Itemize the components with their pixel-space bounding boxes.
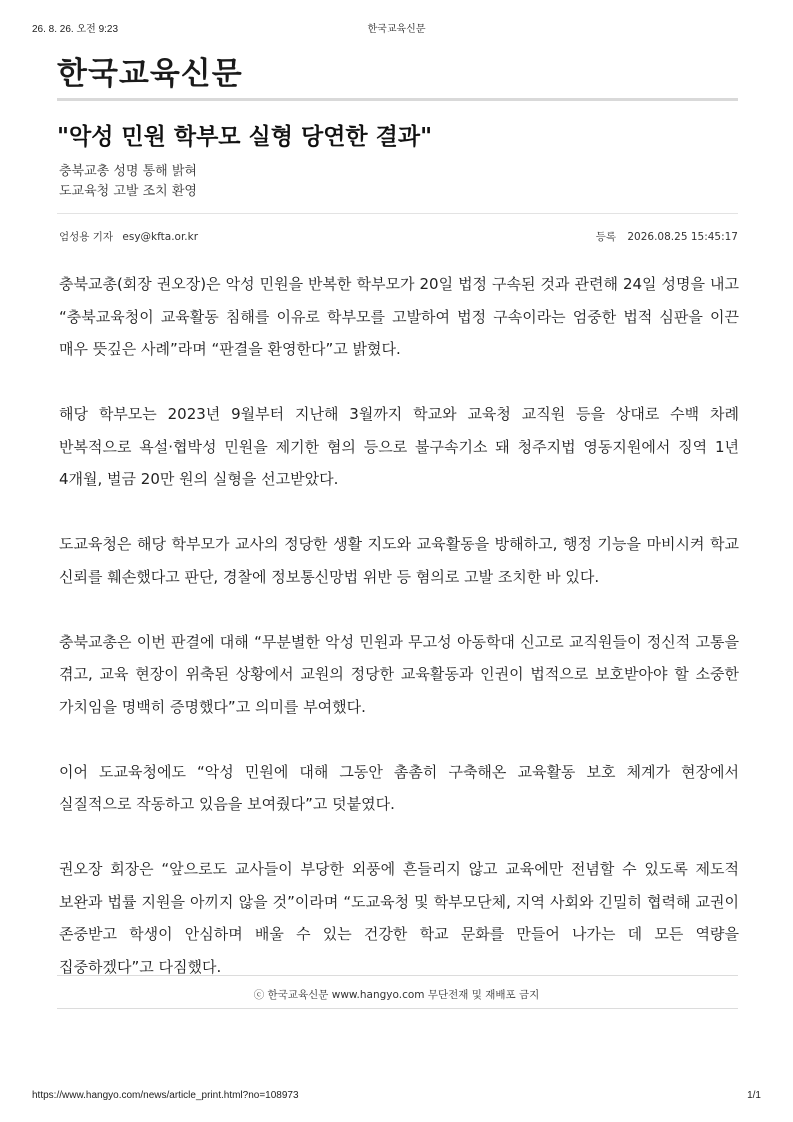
article-subtitles [59, 162, 197, 202]
article-paragraph: 도교육청은 해당 학부모가 교사의 정당한 생활 지도와 교육활동을 방해하고, 행정 기능을 마비시켜 학교 신뢰를 훼손했다고 판단, 경찰에 정보통신망법 위반 등 혐의로 고발 조치한 바 있다. [59, 535, 739, 586]
copyright-notice: ⓒ 한국교육신문 www.hangyo.com 무단전재 및 재배포 금지 [253, 989, 540, 1001]
meta-divider [57, 213, 738, 214]
article-paragraph: 해당 학부모는 2023년 9월부터 지난해 3월까지 학교와 교육청 교직원 등을 상대로 수백 차례 반복적으로 욕설·협박성 민원을 제기한 혐의 등으로 불구속기소 돼 청주지법 영동지원에서 징역 1년 4개월, 벌금 20만 원의 실형을 선고받았다. [59, 405, 739, 488]
print-footer [32, 1090, 761, 1106]
registration-datetime: 2026.08.25 15:45:17 [627, 231, 738, 243]
subtitle-line: 충북교총 성명 통해 밝혀 [59, 164, 197, 179]
reporter-name: 엄성용 기자 [59, 231, 114, 243]
article-body [59, 268, 739, 1016]
print-datetime: 26. 8. 26. 오전 9:23 [32, 24, 119, 35]
article-paragraph: 권오장 회장은 “앞으로도 교사들이 부당한 외풍에 흔들리지 않고 교육에만 전념할 수 있도록 제도적 보완과 법률 지원을 아끼지 않을 것”이라며 “도교육청 및 학부모단체, 지역 사회와 긴밀히 협력해 교권이 존중받고 학생이 안심하며 배울 수 있는 건강한 학교 문화를 만들어 나가는 데 모든 역량을 집중하겠다”고 다짐했다. [59, 860, 739, 976]
reporter-email[interactable]: esy@kfta.or.kr [122, 231, 199, 243]
header-divider [57, 98, 738, 101]
article-paragraph: 충북교총은 이번 판결에 대해 “무분별한 악성 민원과 무고성 아동학대 신고로 교직원들이 정신적 고통을 겪고, 교육 현장이 위축된 상황에서 교원의 정당한 교육활동과 인권이 법적으로 보호받아야 할 소중한 가치임을 명백히 증명했다”고 의미를 부여했다. [59, 632, 739, 716]
registration-date [596, 229, 738, 244]
article-paragraph: 충북교총(회장 권오장)은 악성 민원을 반복한 학부모가 20일 법정 구속된 것과 관련해 24일 성명을 내고 “충북교육청이 교육활동 침해를 이유로 학부모를 고발하여 법정 구속이라는 엄중한 법적 심판을 이끈 매우 뜻깊은 사례”라며 “판결을 환영한다”고 밝혔다. [59, 275, 739, 358]
registration-label: 등록 [595, 231, 617, 243]
byline [59, 229, 198, 244]
footer-divider-bottom [57, 1008, 738, 1009]
article-headline: "악성 민원 학부모 실형 당연한 결과" [57, 124, 433, 150]
print-url[interactable]: https://www.hangyo.com/news/article_print.html?no=108973 [32, 1090, 299, 1101]
site-logo[interactable]: 한국교육신문 [57, 56, 243, 92]
print-header [32, 20, 761, 36]
print-page-number: 1/1 [747, 1090, 761, 1101]
article-paragraph: 이어 도교육청에도 “악성 민원에 대해 그동안 촘촘히 구축해온 교육활동 보호 체계가 현장에서 실질적으로 작동하고 있음을 보여줬다”고 덧붙였다. [59, 762, 739, 813]
footer-divider-top [57, 975, 738, 976]
subtitle-line: 도교육청 고발 조치 환영 [59, 184, 197, 199]
print-page-title: 한국교육신문 [367, 24, 426, 35]
